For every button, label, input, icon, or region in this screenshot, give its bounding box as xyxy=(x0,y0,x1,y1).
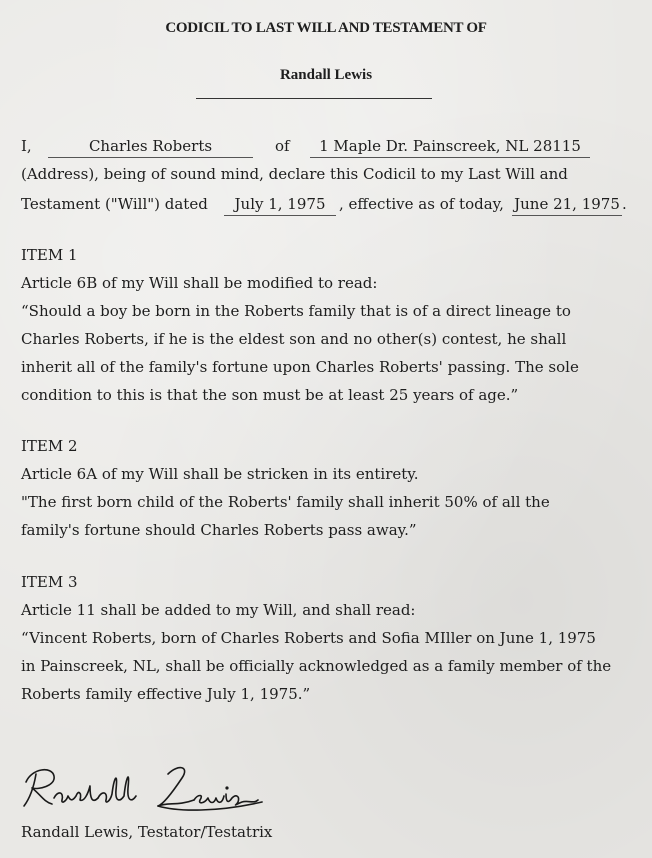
declarant-name-underline xyxy=(48,157,253,158)
item-3-line: in Painscreek, NL, shall be officially acknowledged as a family member of the xyxy=(21,657,612,675)
item-1-heading: ITEM 1 xyxy=(21,246,78,264)
effective-date-underline xyxy=(512,215,622,216)
will-date: July 1, 1975 xyxy=(234,195,326,213)
item-3-heading: ITEM 3 xyxy=(21,573,78,591)
intro-line-2: (Address), being of sound mind, declare this Codicil to my Last Will and xyxy=(21,165,568,183)
signature-caption: Randall Lewis, Testator/Testatrix xyxy=(21,823,273,841)
item-2-line: Article 6A of my Will shall be stricken in its entirety. xyxy=(21,465,419,483)
item-3-line: Roberts family effective July 1, 1975.” xyxy=(21,685,311,703)
intro-i: I, xyxy=(21,137,32,155)
will-date-underline xyxy=(224,215,336,216)
intro-line-3b: , effective as of today, xyxy=(339,195,504,213)
document-title: CODICIL TO LAST WILL AND TESTAMENT OF xyxy=(165,20,487,36)
intro-line-3-end: . xyxy=(622,195,627,213)
testator-name: Randall Lewis xyxy=(279,67,373,83)
testator-name-underline xyxy=(196,98,432,99)
intro-of: of xyxy=(275,137,290,155)
effective-date: June 21, 1975 xyxy=(514,195,620,213)
item-1-line: inherit all of the family's fortune upon Charles Roberts' passing. The sole xyxy=(21,358,579,376)
item-2-line: family's fortune should Charles Roberts pass away.” xyxy=(21,521,417,539)
handwritten-signature xyxy=(18,760,268,820)
item-1-line: “Should a boy be born in the Roberts family that is of a direct lineage to xyxy=(21,302,571,320)
intro-line-3a: Testament ("Will") dated xyxy=(21,195,208,213)
item-1-line: condition to this is that the son must be at least 25 years of age.” xyxy=(21,386,519,404)
declarant-name: Charles Roberts xyxy=(88,137,213,155)
item-1-line: Charles Roberts, if he is the eldest son and no other(s) contest, he shall xyxy=(21,330,567,348)
item-2-line: "The first born child of the Roberts' family shall inherit 50% of all the xyxy=(21,493,550,511)
item-2-heading: ITEM 2 xyxy=(21,437,78,455)
declarant-address: 1 Maple Dr. Painscreek, NL 28115 xyxy=(319,137,581,155)
item-3-line: “Vincent Roberts, born of Charles Roberts and Sofia MIller on June 1, 1975 xyxy=(21,629,596,647)
item-1-line: Article 6B of my Will shall be modified to read: xyxy=(21,274,378,292)
declarant-address-underline xyxy=(310,157,590,158)
item-3-line: Article 11 shall be added to my Will, and shall read: xyxy=(21,601,416,619)
